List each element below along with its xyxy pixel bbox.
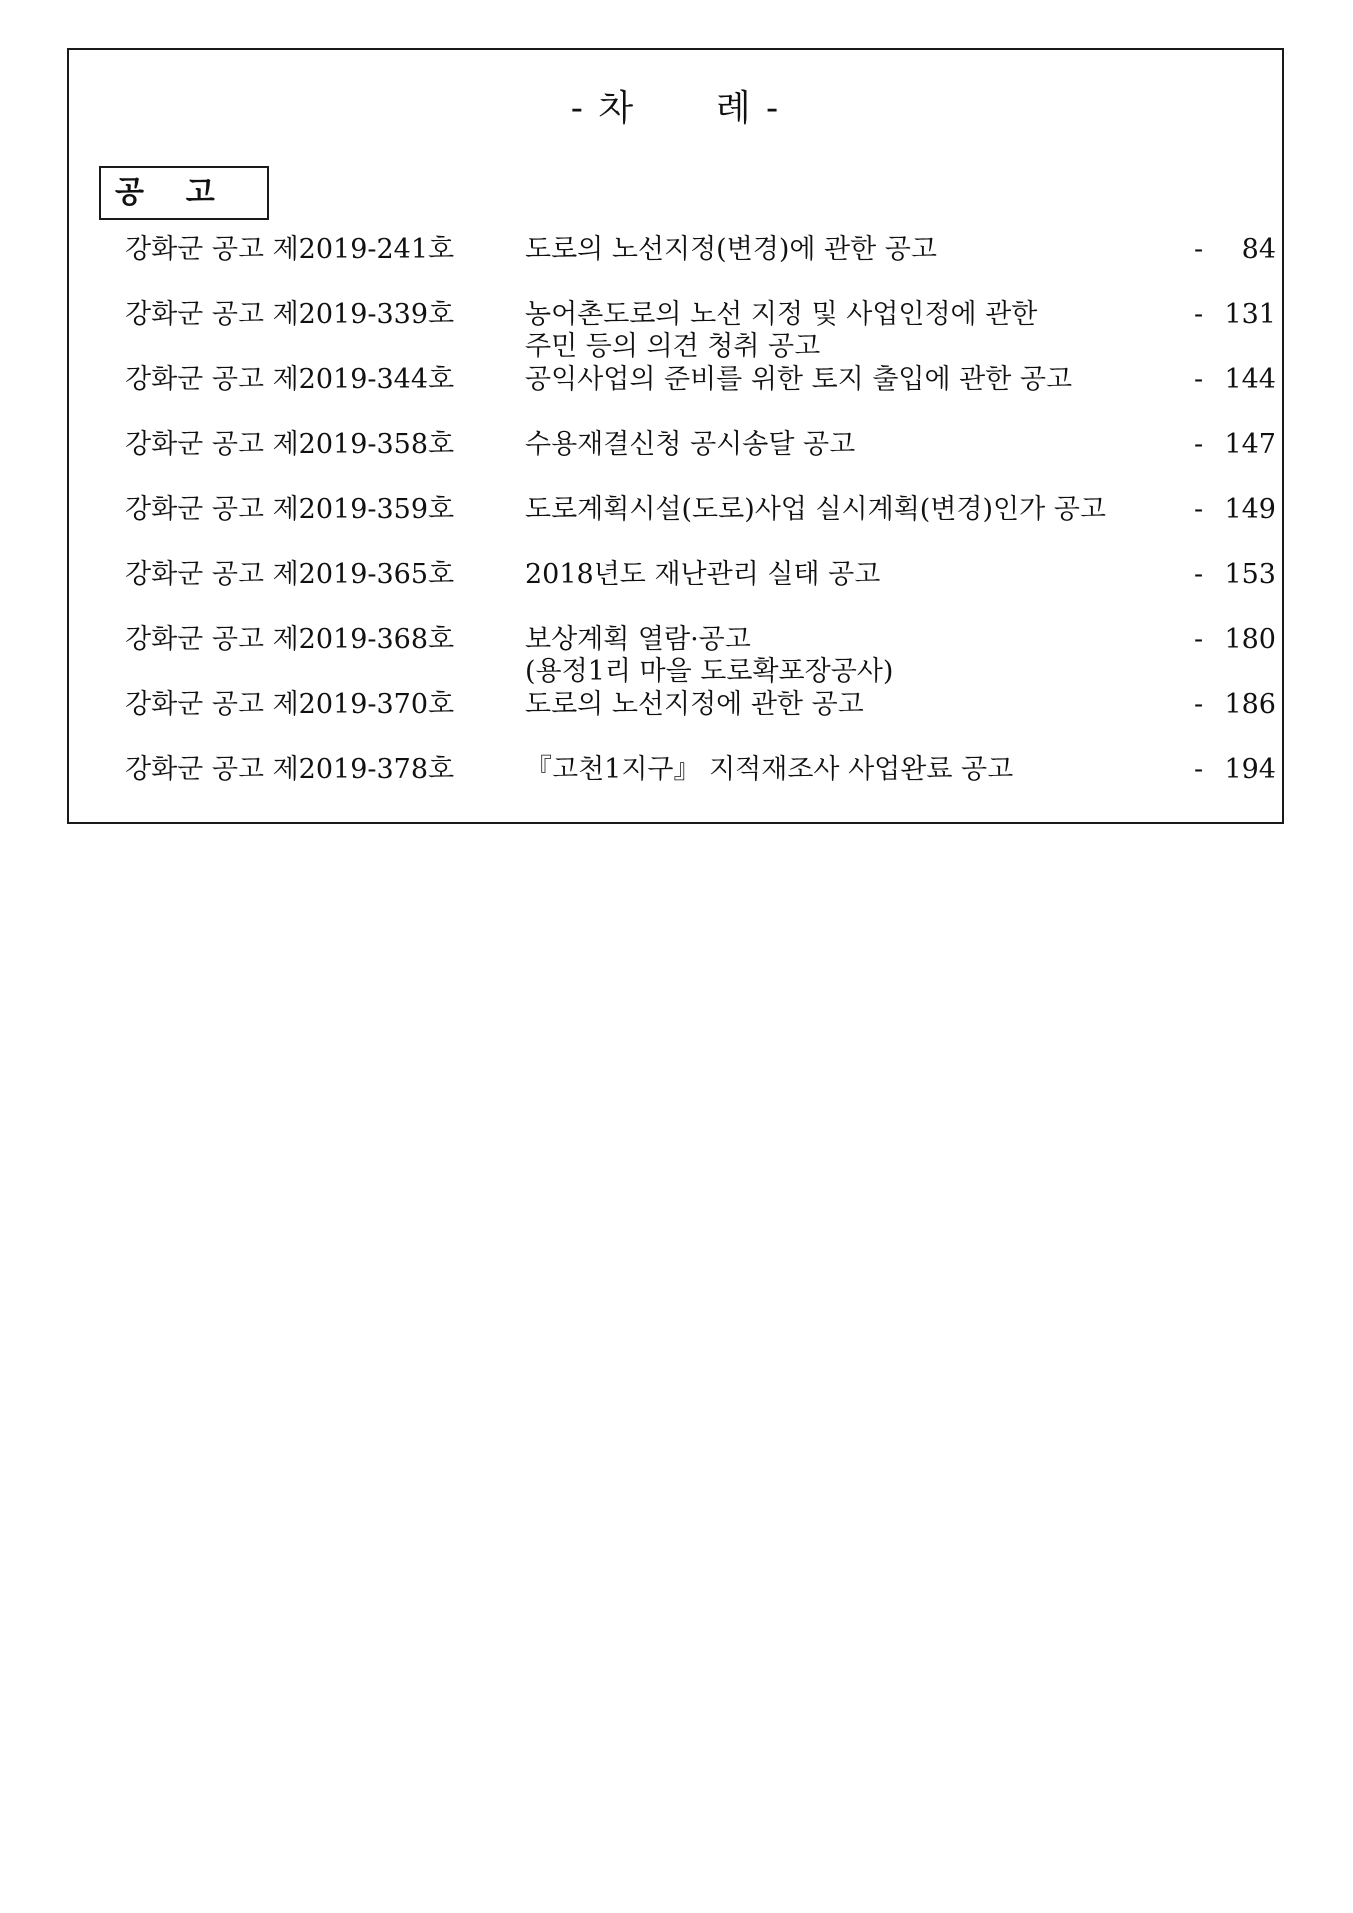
page-number: 153: [1224, 559, 1276, 590]
notice-title: 도로계획시설(도로)사업 실시계획(변경)인가 공고: [525, 494, 1106, 525]
page-number: 149: [1224, 494, 1276, 525]
table-of-contents: [67, 48, 1284, 824]
page-number: 194: [1224, 754, 1276, 785]
notice-title: 농어촌도로의 노선 지정 및 사업인정에 관한 주민 등의 의견 청취 공고: [525, 299, 1038, 362]
leader-dash: -: [1194, 234, 1204, 265]
page-number: 84: [1241, 234, 1276, 265]
notice-title: 도로의 노선지정에 관한 공고: [525, 689, 864, 720]
leader-dash: -: [1194, 754, 1204, 785]
leader-dash: -: [1194, 364, 1204, 395]
notice-number: 강화군 공고 제2019-365호: [125, 559, 455, 590]
leader-dash: -: [1194, 689, 1204, 720]
toc-title: - 차 례 -: [570, 88, 781, 129]
notice-number: 강화군 공고 제2019-344호: [125, 364, 455, 395]
page-number: 131: [1224, 299, 1276, 330]
notice-number: 강화군 공고 제2019-339호: [125, 299, 455, 330]
leader-dash: -: [1194, 494, 1204, 525]
leader-dash: -: [1194, 624, 1204, 655]
notice-title: 보상계획 열람·공고 (용정1리 마을 도로확포장공사): [525, 624, 894, 687]
notice-number: 강화군 공고 제2019-370호: [125, 689, 455, 720]
notice-title: 2018년도 재난관리 실태 공고: [525, 559, 881, 590]
leader-dash: -: [1194, 429, 1204, 460]
notice-number: 강화군 공고 제2019-241호: [125, 234, 455, 265]
notice-number: 강화군 공고 제2019-368호: [125, 624, 455, 655]
notice-title: 수용재결신청 공시송달 공고: [525, 429, 856, 460]
notice-title: 도로의 노선지정(변경)에 관한 공고: [525, 234, 937, 265]
page-number: 147: [1224, 429, 1276, 460]
leader-dash: -: [1194, 299, 1204, 330]
leader-dash: -: [1194, 559, 1204, 590]
notice-number: 강화군 공고 제2019-358호: [125, 429, 455, 460]
page-number: 186: [1224, 689, 1276, 720]
notice-title: 공익사업의 준비를 위한 토지 출입에 관한 공고: [525, 364, 1073, 395]
section-header-notices: 공 고: [99, 166, 269, 220]
notice-title: 『고천1지구』 지적재조사 사업완료 공고: [525, 754, 1014, 785]
page-number: 144: [1224, 364, 1276, 395]
notice-number: 강화군 공고 제2019-359호: [125, 494, 455, 525]
page-number: 180: [1224, 624, 1276, 655]
notice-number: 강화군 공고 제2019-378호: [125, 754, 455, 785]
